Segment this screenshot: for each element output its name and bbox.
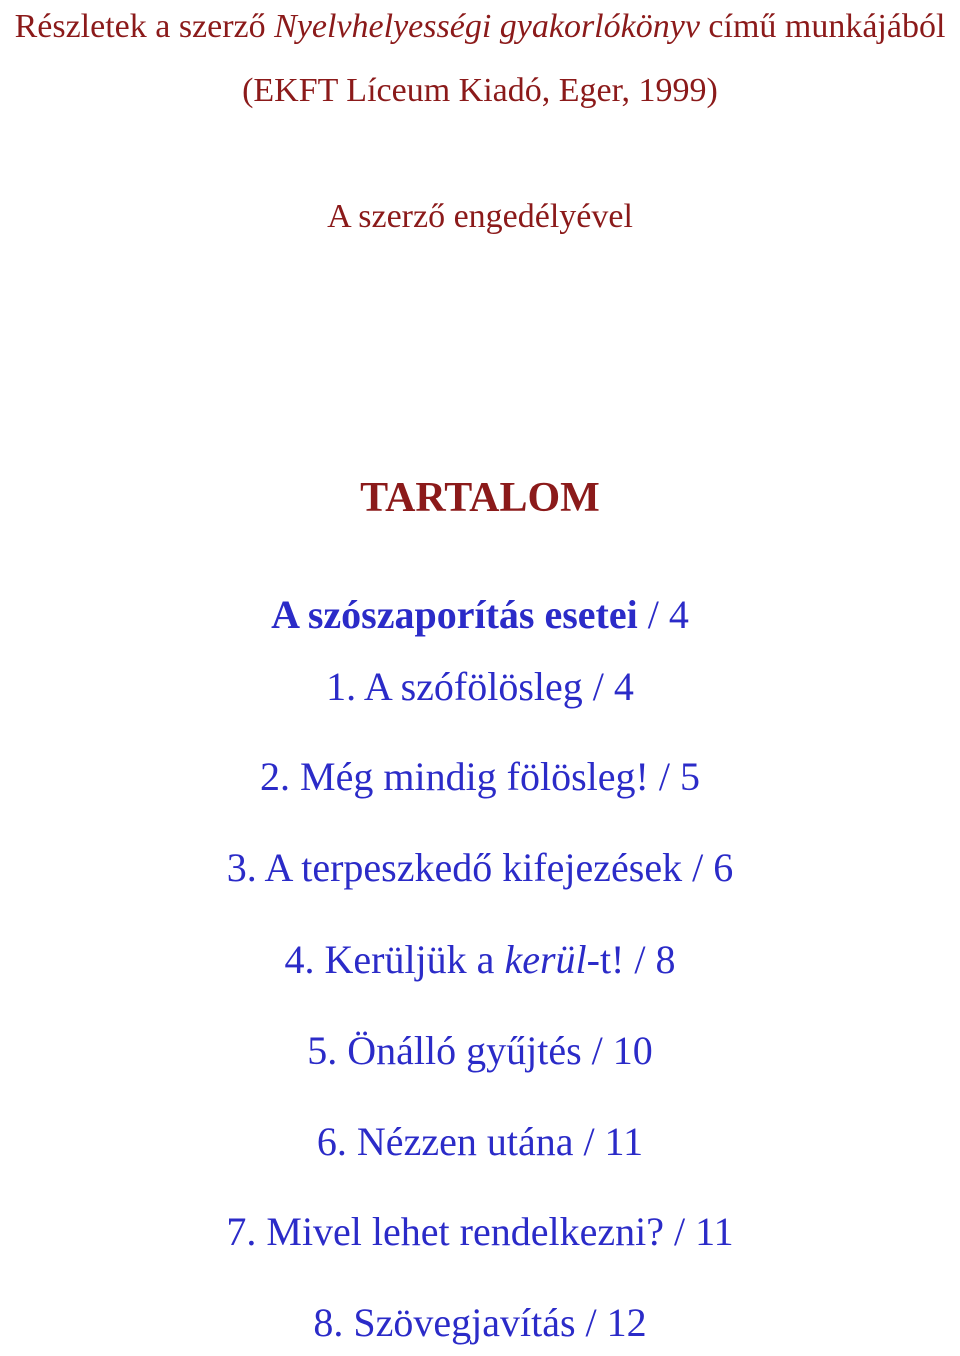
source-line-1 [0, 10, 960, 44]
toc-section [0, 592, 960, 637]
toc-item-4-prefix: 4. Kerüljük a [284, 937, 505, 982]
toc-item-8: 8. Szövegjavítás / 12 [313, 1300, 647, 1345]
permission-line: A szerző engedélyével [327, 198, 633, 235]
toc-item-4-suffix: -t! / 8 [586, 937, 676, 982]
toc-item-4 [0, 937, 960, 982]
toc-item-4-italic: kerül [504, 937, 587, 982]
toc-item-3: 3. A terpeszkedő kifejezések / 6 [226, 845, 734, 890]
toc-section-title: A szószaporítás esetei [271, 592, 638, 637]
toc-item-7: 7. Mivel lehet rendelkezni? / 11 [226, 1209, 734, 1254]
toc-section-page: / 4 [637, 592, 689, 637]
toc-title: TARTALOM [360, 475, 600, 521]
book-title: Nyelvhelyességi gyakorlókönyv [274, 8, 700, 45]
source-suffix: című munkájából [699, 8, 946, 45]
source-line-2: (EKFT Líceum Kiadó, Eger, 1999) [242, 72, 718, 109]
toc-item-1: 1. A szófölösleg / 4 [326, 664, 634, 709]
toc-item-2: 2. Még mindig fölösleg! / 5 [260, 754, 700, 799]
toc-item-6: 6. Nézzen utána / 11 [316, 1119, 644, 1164]
source-prefix: Részletek a szerző [14, 8, 275, 45]
toc-item-5: 5. Önálló gyűjtés / 10 [307, 1028, 653, 1073]
